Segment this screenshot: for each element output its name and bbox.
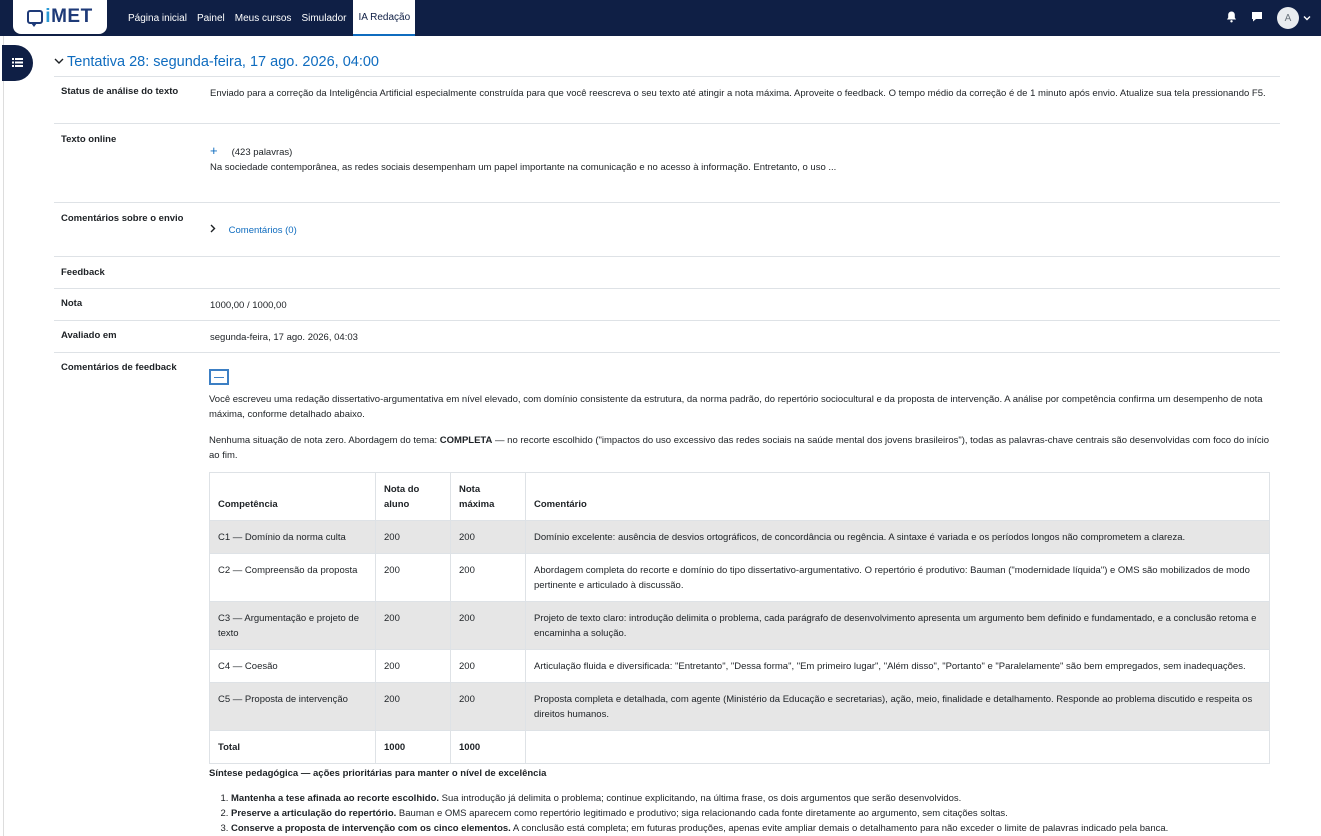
nav-simulator[interactable]: Simulador	[301, 12, 347, 24]
chevron-right-icon[interactable]	[210, 225, 219, 236]
collapse-minus-icon[interactable]	[209, 369, 229, 385]
action-text: Sua introdução já delimita o problema; continue explicitando, na última frase, os dois argumentos que serão desenvolvidos.	[439, 793, 962, 804]
score-cell: 200	[376, 683, 451, 731]
list-item	[231, 806, 1270, 821]
comment-cell: Abordagem completa do recorte e domínio do tipo dissertativo-argumentativo. O repertório é produtivo: Bauman ("modernidade líquida") e OMS são mobilizados de modo pertinente e articulado à discussão.	[526, 554, 1270, 602]
grade-row	[54, 289, 1280, 321]
table-row	[210, 650, 1270, 683]
online-text-content	[210, 124, 1280, 202]
logo-mark	[27, 6, 92, 28]
theme-status: COMPLETA	[439, 435, 493, 446]
comment-cell: Projeto de texto claro: introdução delimita o problema, cada parágrafo de desenvolvimento apresenta um argumento bem definido e fundamentado, e a conclusão retoma e encaminha a solução.	[526, 602, 1270, 650]
attempt-title[interactable]: Tentativa 28: segunda-feira, 17 ago. 2026, 04:00	[67, 54, 379, 70]
action-title: Mantenha a tese afinada ao recorte escolhido.	[231, 793, 440, 804]
submission-details	[54, 76, 1280, 836]
competence-cell: C5 — Proposta de intervenção	[210, 683, 376, 731]
plus-icon[interactable]: +	[210, 143, 218, 158]
online-text-label: Texto online	[61, 134, 117, 145]
navbar-actions	[1226, 0, 1311, 36]
max-cell: 200	[451, 683, 526, 731]
status-value: Enviado para a correção da Inteligência Artificial especialmente construída para que você reescreva o seu texto até atingir a nota máxima. Aproveite o feedback. O tempo médio da correção é de 1 minuto após envio. Atualize sua tela pressionando F5.	[210, 88, 1266, 99]
competence-cell: C2 — Compreensão da proposta	[210, 554, 376, 602]
chevron-down-icon[interactable]	[1303, 13, 1311, 24]
evaluated-value: segunda-feira, 17 ago. 2026, 04:03	[210, 332, 358, 343]
feedback-label: Feedback	[61, 267, 105, 278]
nav-my-courses[interactable]: Meus cursos	[234, 12, 292, 24]
list-item	[231, 791, 1270, 806]
score-cell: 200	[376, 521, 451, 554]
table-row	[210, 602, 1270, 650]
status-label: Status de análise do texto	[61, 86, 179, 97]
grade-value: 1000,00 / 1000,00	[210, 300, 287, 311]
table-row	[210, 683, 1270, 731]
action-title: Conserve a proposta de intervenção com os cinco elementos.	[231, 823, 511, 834]
max-cell: 200	[451, 554, 526, 602]
th-comment: Comentário	[526, 473, 1270, 521]
table-row	[210, 554, 1270, 602]
avatar[interactable]: A	[1277, 7, 1299, 29]
chat-bubble-icon[interactable]	[1251, 11, 1263, 25]
list-icon	[12, 56, 23, 70]
bell-icon[interactable]	[1226, 11, 1237, 26]
nav-dashboard[interactable]: Painel	[196, 12, 225, 24]
top-navbar	[0, 0, 1321, 36]
action-text: Bauman e OMS aparecem como repertório legitimado e produtivo; siga relacionando cada fonte diretamente ao argumento, sem citações soltas.	[396, 808, 1008, 819]
action-text: A conclusão está completa; em futuras produções, apenas evite ampliar demais o detalhamento para não exceder o limite de palavras indicado pela banca.	[510, 823, 1169, 834]
status-row	[54, 77, 1280, 124]
max-cell: 200	[451, 521, 526, 554]
attempt-heading[interactable]	[54, 54, 379, 70]
th-competence: Competência	[210, 473, 376, 521]
submission-comments-label: Comentários sobre o envio	[61, 213, 184, 224]
max-cell: 200	[451, 602, 526, 650]
user-menu[interactable]	[1277, 7, 1311, 29]
feedback-row	[54, 257, 1280, 289]
score-cell: 200	[376, 650, 451, 683]
evaluated-label: Avaliado em	[61, 330, 117, 341]
th-student-score: Nota do aluno	[376, 473, 451, 521]
feedback-comments-content	[209, 353, 1280, 836]
table-total-row	[210, 731, 1270, 764]
competence-cell: C4 — Coesão	[210, 650, 376, 683]
comment-cell: Articulação fluida e diversificada: "Entretanto", "Dessa forma", "Em primeiro lugar", "Além disso", "Portanto" e "Paralelamente" são bem empregados, sem inadequações.	[526, 650, 1270, 683]
list-item	[231, 821, 1270, 836]
total-comment	[526, 731, 1270, 764]
theme-prefix: Nenhuma situação de nota zero. Abordagem do tema:	[209, 435, 440, 446]
comment-cell: Domínio excelente: ausência de desvios ortográficos, de concordância ou regência. A sintaxe é variada e os períodos longos não comprometem a clareza.	[526, 521, 1270, 554]
table-row	[210, 521, 1270, 554]
submission-comments-content	[210, 203, 1280, 256]
competence-cell: C3 — Argumentação e projeto de texto	[210, 602, 376, 650]
feedback-intro: Você escreveu uma redação dissertativo-argumentativa em nível elevado, com domínio consistente da estrutura, da norma padrão, do repertório sociocultural e da proposta de intervenção. A análise por competência confirma um desempenho de nota máxima, conforme detalhado abaixo.	[209, 394, 1263, 420]
competence-cell: C1 — Domínio da norma culta	[210, 521, 376, 554]
comments-link[interactable]: Comentários (0)	[228, 225, 297, 236]
actions-list	[231, 791, 1270, 836]
submission-comments-row	[54, 203, 1280, 257]
primary-navigation	[123, 0, 415, 36]
nav-ia-redacao[interactable]: IA Redação	[353, 0, 415, 36]
th-max-score: Nota máxima	[451, 473, 526, 521]
evaluated-row	[54, 321, 1280, 353]
action-title: Preserve a articulação do repertório.	[231, 808, 397, 819]
site-logo[interactable]	[13, 0, 107, 34]
online-text-excerpt: Na sociedade contemporânea, as redes sociais desempenham um papel importante na comunicação e no acesso à informação. Entretanto, o uso ...	[210, 162, 837, 173]
theme-suffix: — no recorte escolhido ("impactos do uso excessivo das redes sociais na saúde mental dos jovens brasileiros"), todas as palavras-chave centrais são desenvolvidas com foco do início ao fim.	[209, 435, 1270, 461]
competence-table	[209, 472, 1270, 764]
grade-label: Nota	[61, 298, 83, 309]
course-index-toggle[interactable]	[2, 45, 33, 81]
logo-wordmark: MET	[51, 6, 93, 27]
feedback-comments-label: Comentários de feedback	[61, 362, 177, 373]
score-cell: 200	[376, 554, 451, 602]
feedback-value	[210, 257, 1280, 288]
table-header-row	[210, 473, 1270, 521]
total-max: 1000	[451, 731, 526, 764]
score-cell: 200	[376, 602, 451, 650]
online-text-row	[54, 124, 1280, 203]
total-score: 1000	[376, 731, 451, 764]
left-drawer-edge	[0, 36, 4, 836]
max-cell: 200	[451, 650, 526, 683]
total-label: Total	[210, 731, 376, 764]
nav-home[interactable]: Página inicial	[128, 12, 187, 24]
theme-paragraph	[209, 433, 1270, 463]
feedback-comments-row	[54, 353, 1280, 836]
chevron-down-icon[interactable]	[54, 56, 64, 68]
logo-letter-i: i	[45, 6, 52, 27]
comment-cell: Proposta completa e detalhada, com agente (Ministério da Educação e secretarias), ação, meio, finalidade e detalhamento. Responde ao problema discutido e respeita os direitos humanos.	[526, 683, 1270, 731]
logo-chat-icon	[27, 10, 43, 24]
synthesis-title: Síntese pedagógica — ações prioritárias para manter o nível de excelência	[209, 768, 547, 779]
word-count: (423 palavras)	[231, 147, 293, 158]
